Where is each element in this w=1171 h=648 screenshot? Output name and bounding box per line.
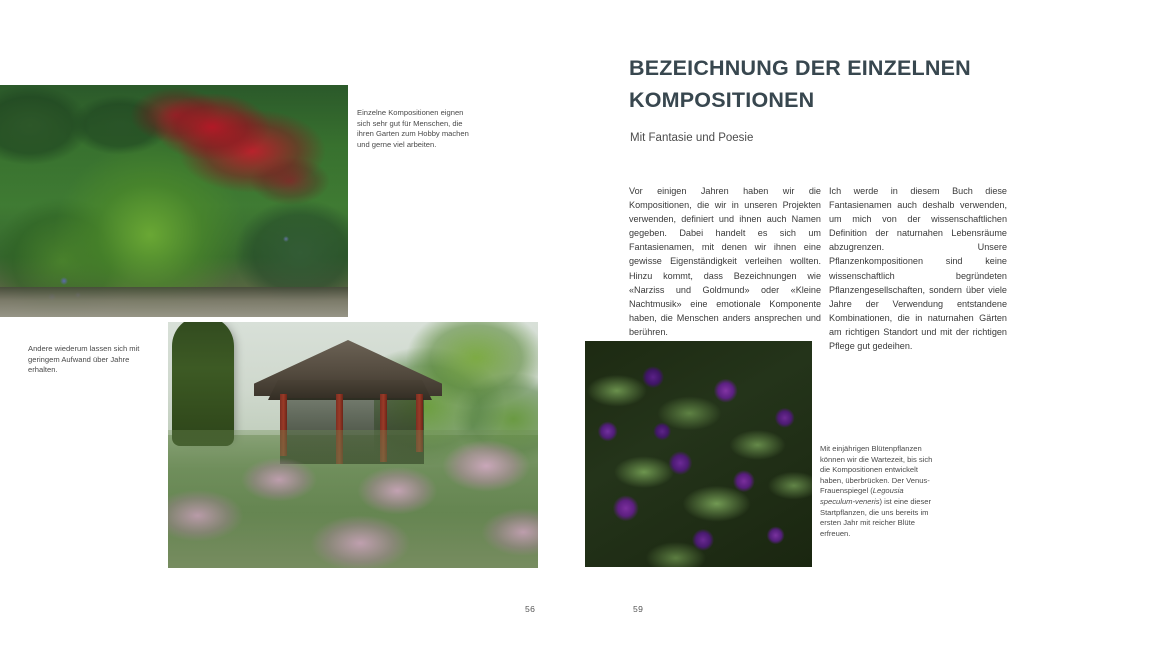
blue-flower-accents <box>0 85 348 317</box>
body-text-column-2: Ich werde in diesem Buch diese Fantasienamen auch deshalb verwenden, um mich von der wissenschaftlichen Definition der naturnahen Lebensräume abzugrenzen. Unsere Pflanzenkompositionen sind keine wissenschaftlich begründeten Pflanzengesellschaften, sondern über viele Jahre der Verwendung entstandene Kombinationen, die in naturnahen Gärten am richtigen Standort und mit der richtigen Pflege gut gedeihen. <box>829 186 1007 352</box>
caption-low-maintenance: Andere wiederum lassen sich mit geringem Aufwand über Jahre erhalten. <box>28 344 140 375</box>
page-number-left: 56 <box>525 604 536 614</box>
perennial-flower-bed <box>168 430 538 568</box>
page-title: BEZEICHNUNG DER EINZELNEN KOMPOSITIONEN <box>629 56 971 112</box>
page-subtitle: Mit Fantasie und Poesie <box>630 132 754 144</box>
caption-border-planting: Einzelne Kompositionen eignen sich sehr gut für Menschen, die ihren Garten zum Hobby machen und gerne viel arbeiten. <box>357 108 469 149</box>
page-number-right: 59 <box>633 604 644 614</box>
photo-gazebo <box>168 322 538 568</box>
stone-path <box>0 287 348 317</box>
thatched-roof-lower <box>268 380 432 400</box>
caption-text-after-italic: ) ist eine dieser Startpflanzen, die uns bereits im ersten Jahr mit reicher Blüte erfreuen. <box>820 496 932 538</box>
botanical-name: Legousia speculum-veneris <box>820 486 904 506</box>
photo-border-planting <box>0 85 348 317</box>
body-text-column-1: Vor einigen Jahren haben wir die Kompositionen, die wir in unseren Projekten verwenden, definiert und ihnen auch Namen gegeben. Dabei handelt es sich um Fantasienamen, mit denen wir ihnen eine gewisse Eigenständigkeit verleihen wollten. Hinzu kommt, dass Bezeichnungen wie «Narziss und Goldmund» oder «Kleine Nachtmusik» eine emotionale Komponente haben, die Menschen anders ansprechen und berühren. <box>629 186 821 337</box>
caption-venus-looking-glass <box>820 444 936 539</box>
flower-mass <box>585 341 812 567</box>
caption-text-before-italic: Mit einjährigen Blütenpflanzen können wir die Wartezeit, bis sich die Kompositionen entwickelt haben, überbrücken. Der Venus-Frauenspiegel ( <box>820 444 933 496</box>
photo-venus-looking-glass <box>585 341 812 567</box>
conifer-tree <box>172 322 234 446</box>
